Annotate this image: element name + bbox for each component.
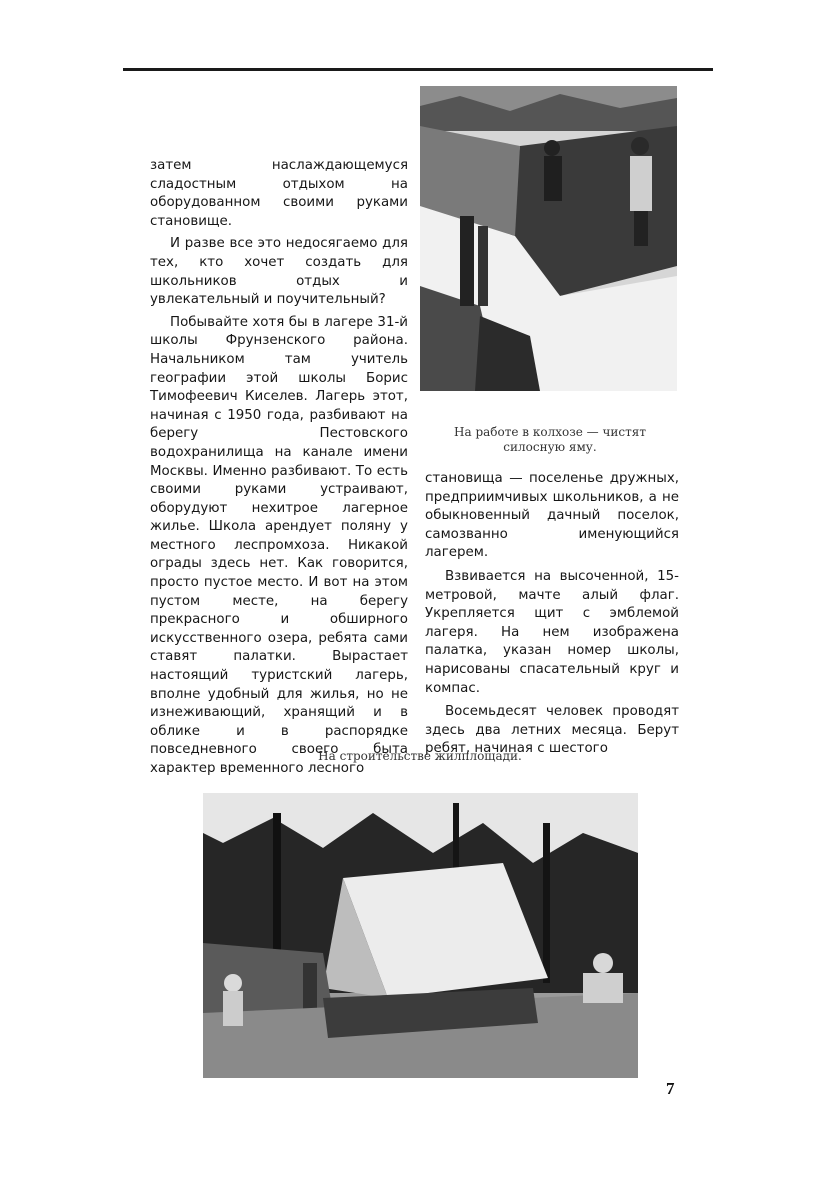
top-rule [123, 68, 713, 71]
photo-top-illustration [420, 86, 677, 391]
left-text-column [150, 157, 408, 779]
right-paragraph-3: Восемьдесят человек проводят здесь два летних месяца. Берут ребят, начиная с шестого [425, 704, 679, 757]
left-paragraph-3: Побывайте хотя бы в лагере 31-й школы Фрунзенского района. Начальником там учитель географии этой школы Борис Тимофеевич Киселев. Лагерь этот, начиная с 1950 года, разбивают на берегу Пестовского водохранилища на канале имени Москвы. Именно разбивают. То есть своими руками устраивают, оборудуют нехитрое лагерное жилье. Школа арендует поляну у местного леспромхоза. Никакой ограды здесь нет. Как говорится, просто пустое место. И вот на этом пустом месте, на берегу прекрасного и обширного искусственного озера, ребята сами ставят палатки. Вырастает настоящий туристский лагерь, вполне удобный для жилья, но не изнеживающий, хранящий и в облике и в распорядке повседневного своего быта характер временного лесного [150, 314, 408, 776]
photo-bottom-illustration [203, 793, 638, 1078]
caption-top-photo: На работе в колхозе — чистят силосную яму. [454, 425, 646, 454]
right-paragraph-1: становища — поселенье дружных, предприимчивых школьников, а не обыкновенный дачный поселок, самозванно именующийся лагерем. [425, 471, 679, 561]
right-text-column [425, 470, 679, 759]
caption-bottom-photo: На строительстве жилплощади. [318, 749, 522, 763]
photo-building-shelter [203, 793, 638, 1078]
right-paragraph-2: Взвивается на высоченной, 15-метровой, мачте алый флаг. Укрепляется щит с эмблемой лагеря. На нем изображена палатка, указан номер школы, нарисованы спасательный круг и компас. [425, 568, 679, 696]
page-number: 7 [666, 1079, 675, 1098]
photo-collective-farm-work [420, 86, 677, 391]
left-paragraph-2: И разве все это недосягаемо для тех, кто хочет создать для школьников отдых и увлекательный и поучительный? [150, 236, 408, 308]
left-paragraph-1: затем наслаждающемуся сладостным отдыхом на оборудованном своими руками становище. [150, 158, 408, 229]
